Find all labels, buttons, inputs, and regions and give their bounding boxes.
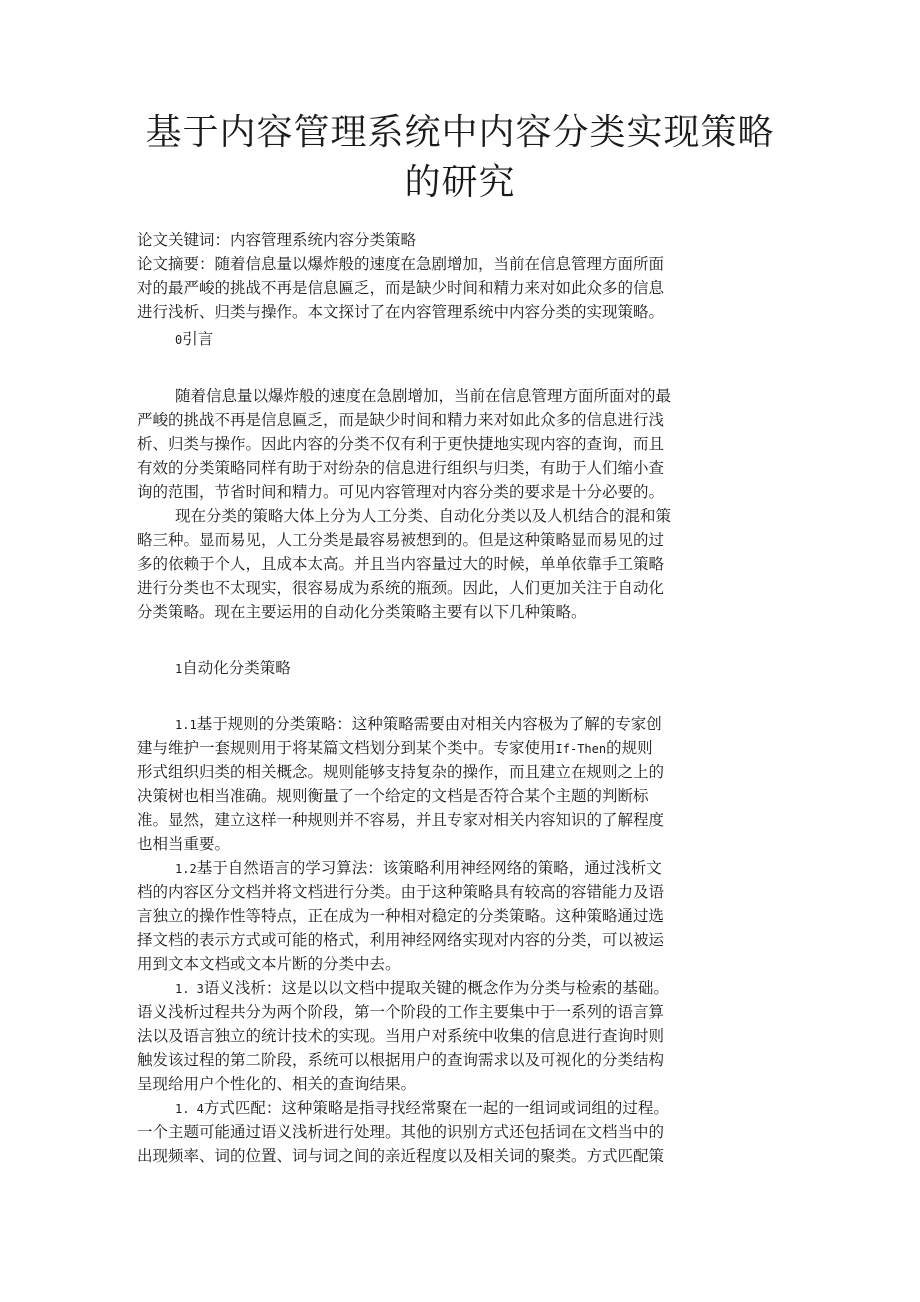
section-heading-intro xyxy=(137,327,722,351)
paragraph-line: 档的内容区分文档并将文档进行分类。由于这种策略具有较高的容错能力及语 xyxy=(137,883,665,901)
paragraph-line: 决策树也相当准确。规则衡量了一个给定的文档是否符合某个主题的判断标 xyxy=(137,787,649,805)
paragraph-line: 有效的分类策略同样有助于对纷杂的信息进行组织与归类，有助于人们缩小查 xyxy=(137,459,665,477)
paragraph-line: 分类策略。现在主要运用的自动化分类策略主要有以下几种策略。 xyxy=(137,603,587,621)
paragraph-line: 多的依赖于个人，且成本太高。并且当内容量过大的时候，单单依靠手工策略 xyxy=(137,555,665,573)
paragraph-line: 准。显然，建立这样一种规则并不容易，并且专家对相关内容知识的了解程度 xyxy=(137,811,665,829)
section-number: 0 xyxy=(175,333,183,347)
paragraph-line: 询的范围，节省时间和精力。可见内容管理对内容分类的要求是十分必要的。 xyxy=(137,483,665,501)
paragraph-line: 进行分类也不太现实，很容易成为系统的瓶颈。因此，人们更加关注于自动化 xyxy=(137,579,665,597)
section-1-body xyxy=(137,712,722,1168)
paragraph-line: 析、归类与操作。因此内容的分类不仅有利于更快捷地实现内容的查询，而且 xyxy=(137,435,665,453)
section-heading-auto xyxy=(137,656,722,680)
section-number: 1 xyxy=(175,662,183,676)
section-title: 引言 xyxy=(182,330,214,348)
inline-code: If-Then xyxy=(555,742,607,756)
paragraph-text: 方式匹配：这种策略是指寻找经常聚在一起的一组词或词组的过程。 xyxy=(203,1099,669,1117)
section-1-heading xyxy=(137,656,722,680)
abstract-block xyxy=(137,228,722,351)
paragraph-line: 择文档的表示方式或可能的格式，利用神经网络实现对内容的分类，可以被运 xyxy=(137,931,665,949)
paragraph-text: 语义浅析：这是以以文档中提取关键的概念作为分类与检索的基础。 xyxy=(203,979,669,997)
paragraph-line: 语义浅析过程共分为两个阶段，第一个阶段的工作主要集中于一系列的语言算 xyxy=(137,1003,665,1021)
paragraph-line: 严峻的挑战不再是信息匾乏，而是缺少时间和精力来对如此众多的信息进行浅 xyxy=(137,411,665,429)
title-line-1: 基于内容管理系统中内容分类实现策略 xyxy=(145,112,775,153)
paragraph-line xyxy=(137,976,722,1000)
abstract-line: 进行浅析、归类与操作。本文探讨了在内容管理系统中内容分类的实现策略。 xyxy=(137,303,665,321)
paragraph-line: 呈现给用户个性化的、相关的查询结果。 xyxy=(137,1075,417,1093)
paragraph-text: 建与维护一套规则用于将某篇文档划分到某个类中。专家使用 xyxy=(137,739,556,757)
paragraph-text: 基于自然语言的学习算法：该策略利用神经网络的策略，通过浅析文 xyxy=(196,859,662,877)
paragraph-text: 基于规则的分类策略：这种策略需要由对相关内容极为了解的专家创 xyxy=(196,715,662,733)
paragraph-line: 触发该过程的第二阶段，系统可以根据用户的查询需求以及可视化的分类结构 xyxy=(137,1051,665,1069)
paragraph-line: 法以及语言独立的统计技术的实现。当用户对系统中收集的信息进行查询时则 xyxy=(137,1027,665,1045)
title-line-2: 的研究 xyxy=(404,162,516,203)
keywords-line: 论文关键词：内容管理系统内容分类策略 xyxy=(137,231,417,249)
paragraph-line: 用到文本文档或文本片断的分类中去。 xyxy=(137,955,401,973)
paragraph-text: 的规则 xyxy=(606,739,653,757)
paragraph-line xyxy=(137,856,722,880)
paragraph-line xyxy=(137,1096,722,1120)
subsection-number: 1.2 xyxy=(175,862,197,876)
subsection-number: 1. 3 xyxy=(175,982,204,996)
section-title: 自动化分类策略 xyxy=(182,659,291,677)
paragraph-line xyxy=(137,736,722,760)
paragraph-line: 略三种。显而易见，人工分类是最容易被想到的。但是这种策略显而易见的过 xyxy=(137,531,665,549)
subsection-number: 1.1 xyxy=(175,718,197,732)
subsection-number: 1. 4 xyxy=(175,1102,204,1116)
intro-section xyxy=(137,384,722,624)
document-title xyxy=(100,108,820,208)
paragraph-line: 出现频率、词的位置、词与词之间的亲近程度以及相关词的聚类。方式匹配策 xyxy=(137,1147,665,1165)
paragraph-line: 现在分类的策略大体上分为人工分类、自动化分类以及人机结合的混和策 xyxy=(175,507,672,525)
abstract-line: 对的最严峻的挑战不再是信息匾乏，而是缺少时间和精力来对如此众多的信息 xyxy=(137,279,665,297)
paragraph-line xyxy=(137,712,722,736)
paragraph-line: 形式组织归类的相关概念。规则能够支持复杂的操作，而且建立在规则之上的 xyxy=(137,763,665,781)
abstract-line: 论文摘要：随着信息量以爆炸般的速度在急剧增加，当前在信息管理方面所面 xyxy=(137,255,665,273)
paragraph-line: 言独立的操作性等特点，正在成为一种相对稳定的分类策略。这种策略通过选 xyxy=(137,907,665,925)
paragraph-line: 也相当重要。 xyxy=(137,835,231,853)
paragraph-line: 一个主题可能通过语义浅析进行处理。其他的识别方式还包括词在文档当中的 xyxy=(137,1123,665,1141)
paragraph-line: 随着信息量以爆炸般的速度在急剧增加，当前在信息管理方面所面对的最 xyxy=(175,387,672,405)
